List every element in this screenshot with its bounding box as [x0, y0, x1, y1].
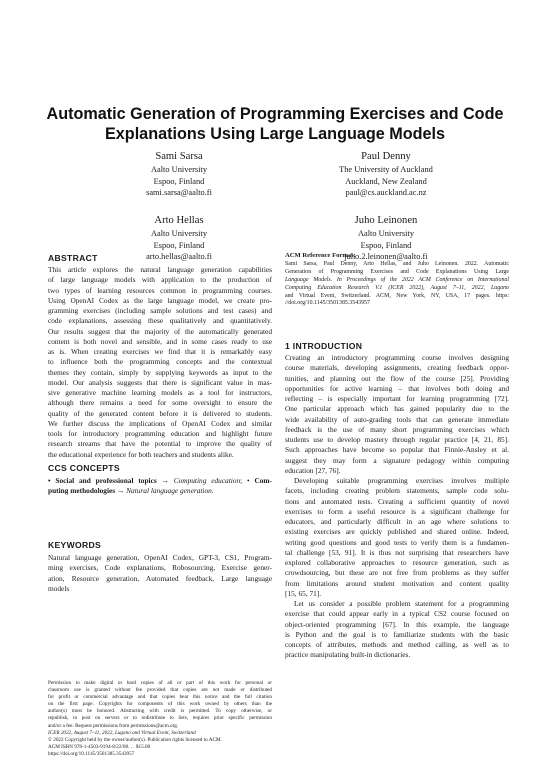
- intro-line: opportunities for active learning – that involves both doing and: [285, 383, 509, 393]
- abstract-line: tools for introductory programming education and highlight future: [48, 429, 272, 438]
- abstract-heading: ABSTRACT: [48, 253, 98, 263]
- ccs-topic: Com-: [254, 476, 272, 485]
- intro-line: Let us consider a possible problem statement for a programming: [294, 599, 509, 608]
- abstract-line: although there remains a need for some oversight to ensure the: [48, 398, 272, 408]
- intro-line: reflecting – is especially important for learning programming [72].: [285, 394, 509, 403]
- intro-line: students use to develop mastery through regular practice [4, 21, 85].: [285, 435, 509, 444]
- intro-line: is Python and the goal is to familiarize students with the basic: [285, 629, 509, 639]
- keywords-line: models: [48, 583, 70, 593]
- acm-reference-heading: ACM Reference Format:: [285, 252, 356, 259]
- author-block-3: [79, 214, 279, 263]
- keywords-line: ming exercises, Code explanations, Robosourcing, Exercise gener-: [48, 563, 272, 573]
- intro-line: exercises to form a useful resource is a significant challenge for: [285, 506, 509, 516]
- abstract-text: [48, 265, 272, 460]
- intro-line: tal challenge [53, 91]. It is thus not surprising that researchers have: [285, 547, 509, 557]
- permission-line: for profit or commercial advantage and that copies bear this notice and the full citation: [48, 694, 272, 701]
- author-affiliation: Aalto University: [150, 165, 208, 174]
- ccs-text: [48, 476, 272, 497]
- abstract-line: model. Our analysis suggests that there is significant value in mas-: [48, 377, 272, 387]
- author-location: Espoo, Finland: [360, 240, 412, 250]
- author-email[interactable]: arto.hellas@aalto.fi: [146, 252, 212, 262]
- abstract-line: the educational experience for both teachers and students alike.: [48, 449, 234, 459]
- abstract-line: content is both novel and sensible, and in some cases ready to use: [48, 336, 272, 346]
- author-name: Paul Denny: [361, 151, 411, 162]
- ccs-subtopic: Computing education: [173, 476, 241, 485]
- acm-reference-line: Generation of Programming Exercises and Code Explanations Using Large: [285, 268, 509, 275]
- intro-line: suggest they may form a signature pedagogy within computing: [285, 455, 509, 465]
- intro-line: One particular approach which has gained popularity due to the: [285, 404, 509, 414]
- abstract-line: to influence both the programming concepts and the contextual: [48, 357, 272, 367]
- ccs-topic: • Social and professional topics: [48, 476, 157, 485]
- author-location: Espoo, Finland: [153, 176, 205, 186]
- intro-line: Developing suitable programming exercises involves multiple: [294, 476, 509, 485]
- acm-reference-block: [285, 252, 509, 308]
- intro-line: crowdsourcing, but these are not free from problems as they suffer: [285, 568, 509, 578]
- title-line-1: Automatic Generation of Programming Exercises and Code: [46, 105, 504, 123]
- abstract-line: gramming exercises (including sample solutions and test cases) and: [48, 306, 272, 315]
- intro-line: existing exercises are quickly published and shared online. Indeed,: [285, 527, 509, 537]
- acm-reference-line: Computing Education Research V.1 (ICER 2022), August 7–11, 2022, Lugano: [285, 284, 509, 291]
- author-email[interactable]: sami.sarsa@aalto.fi: [146, 188, 212, 198]
- title-line-2: Explanations Using Large Language Models: [105, 125, 445, 143]
- acm-reference-line: and Virtual Event, Switzerland. ACM, New York, NY, USA, 17 pages. https:: [285, 292, 509, 299]
- intro-line: [15, 65, 71].: [285, 588, 322, 598]
- author-affiliation: Aalto University: [357, 229, 415, 238]
- ccs-end: .: [211, 486, 214, 496]
- keywords-line: Natural language generation, OpenAI Codex, GPT-3, CS1, Program-: [48, 553, 272, 562]
- author-name: Juho Leinonen: [354, 215, 418, 226]
- ccs-topic: puting methodologies: [48, 486, 116, 496]
- intro-line: tions and automated tests. Creating a sufficient quantity of novel: [285, 496, 509, 506]
- acm-reference-doi[interactable]: //doi.org/10.1145/3501385.3543957: [285, 300, 370, 307]
- author-location: Auckland, New Zealand: [345, 176, 427, 186]
- intro-line: exercise that could appear early in a typical CS2 course focused on: [285, 609, 509, 619]
- permission-line: on the first page. Copyrights for components of this work owned by others than the: [48, 701, 272, 708]
- keywords-line: ation, Resource generation, Automated feedback, Large language: [48, 573, 272, 583]
- permission-block: [48, 680, 272, 758]
- abstract-line: We further discuss the implications of OpenAI Codex and similar: [48, 418, 272, 428]
- isbn-line: ACM ISBN 978-1-4503-9194-8/22/08. . . $15.00: [48, 743, 151, 750]
- intro-line: concepts of attributes, methods and method calling, as well as to: [285, 640, 509, 649]
- venue-line: ICER 2022, August 7–11, 2022, Lugano and Virtual Event, Switzerland: [48, 729, 196, 736]
- intro-line: educators, and particularly difficult in an age where solutions to: [285, 517, 509, 526]
- ccs-separator: ; •: [240, 476, 255, 485]
- keywords-text: [48, 553, 272, 594]
- abstract-line: Our results suggest that the majority of the automatically generated: [48, 326, 272, 336]
- acm-reference-line: Sami Sarsa, Paul Denny, Arto Hellas, and Juho Leinonen. 2022. Automatic: [285, 261, 509, 267]
- keywords-heading: KEYWORDS: [48, 540, 102, 550]
- author-name: Sami Sarsa: [155, 151, 203, 162]
- intro-line: object-oriented programming [67]. In this example, the language: [285, 619, 509, 629]
- acm-reference-line: Language Models. In Proceedings of the 2022 ACM Conference on International: [285, 276, 509, 283]
- ccs-line-1: [48, 476, 272, 486]
- intro-line: explored collaborative approaches to resource generation, such as: [285, 558, 509, 567]
- permission-line: and/or a fee. Request permissions from permissions@acm.org.: [48, 722, 179, 729]
- abstract-line: This article explores the natural language generation capabilities: [48, 265, 272, 274]
- abstract-line: research streams that have the potential to improve the quality of: [48, 439, 272, 449]
- abstract-line: of large language models with application to the production of: [48, 275, 272, 285]
- intro-line: Such approaches have become so popular that Finnie-Ansley et al.: [285, 445, 509, 455]
- author-location: Espoo, Finland: [153, 240, 205, 250]
- intro-line: feedback is the use of many short programming exercises which: [285, 424, 509, 434]
- intro-line: from limitations around student motivation and content quality: [285, 578, 509, 588]
- doi-link[interactable]: https://doi.org/10.1145/3501385.3543957: [48, 750, 135, 757]
- intro-heading: 1 INTRODUCTION: [285, 341, 363, 351]
- ccs-line-2: [48, 486, 272, 496]
- abstract-line: Using OpenAI Codex as the large language model, we create pro-: [48, 295, 272, 305]
- ccs-subtopic: Natural language generation: [126, 486, 212, 496]
- abstract-line: as is. When creating exercises we find that it is remarkably easy: [48, 347, 272, 356]
- permission-line: Permission to make digital or hard copies of all or part of this work for personal or: [48, 680, 272, 686]
- author-email[interactable]: paul@cs.auckland.ac.nz: [345, 188, 427, 198]
- paper-title: [40, 104, 510, 144]
- abstract-line: quality of the generated content before it is delivered to students.: [48, 408, 272, 418]
- author-block-1: [79, 150, 279, 199]
- intro-line: education [27, 76].: [285, 465, 341, 475]
- abstract-line: themes they contain, simply by supplying keywords as input to the: [48, 367, 272, 377]
- author-block-2: [286, 150, 486, 199]
- ccs-arrow: →: [115, 486, 127, 496]
- author-affiliation: The University of Auckland: [339, 165, 433, 174]
- permission-line: author(s) must be honored. Abstracting with credit is permitted. To copy otherwise, or: [48, 708, 272, 715]
- intro-line: wide availability of auto-grading tools that can generate immediate: [285, 414, 509, 424]
- intro-text: [285, 353, 509, 661]
- intro-line: writing good questions and good tests to verify them is a fundamen-: [285, 537, 509, 547]
- intro-line: tunities, and planning out the flow of the course [25]. Providing: [285, 373, 509, 383]
- author-affiliation: Aalto University: [150, 229, 208, 238]
- intro-line: practice manipulating built-in dictionaries.: [285, 650, 411, 660]
- intro-line: course materials, developing assignments, creating feedback oppor-: [285, 363, 509, 373]
- abstract-line: code explanations, assessing these qualitatively and quantitatively.: [48, 316, 272, 326]
- ccs-arrow: →: [156, 476, 174, 485]
- copyright-line: © 2022 Copyright held by the owner/author(s). Publication rights licensed to ACM.: [48, 736, 222, 743]
- abstract-line: sive generative machine learning models as a tool for instructors,: [48, 388, 272, 397]
- ccs-heading: CCS CONCEPTS: [48, 463, 120, 473]
- author-email[interactable]: juho.2.leinonen@aalto.fi: [344, 252, 428, 262]
- permission-line: republish, to post on servers or to redistribute to lists, requires prior specific permission: [48, 715, 272, 722]
- author-name: Arto Hellas: [154, 215, 204, 226]
- intro-line: facets, including creating problem statements, sample code solu-: [285, 486, 509, 496]
- intro-line: Creating an introductory programming course involves designing: [285, 353, 509, 362]
- abstract-line: two types of learning resources common in programming courses.: [48, 285, 272, 295]
- permission-line: classroom use is granted without fee provided that copies are not made or distributed: [48, 687, 272, 694]
